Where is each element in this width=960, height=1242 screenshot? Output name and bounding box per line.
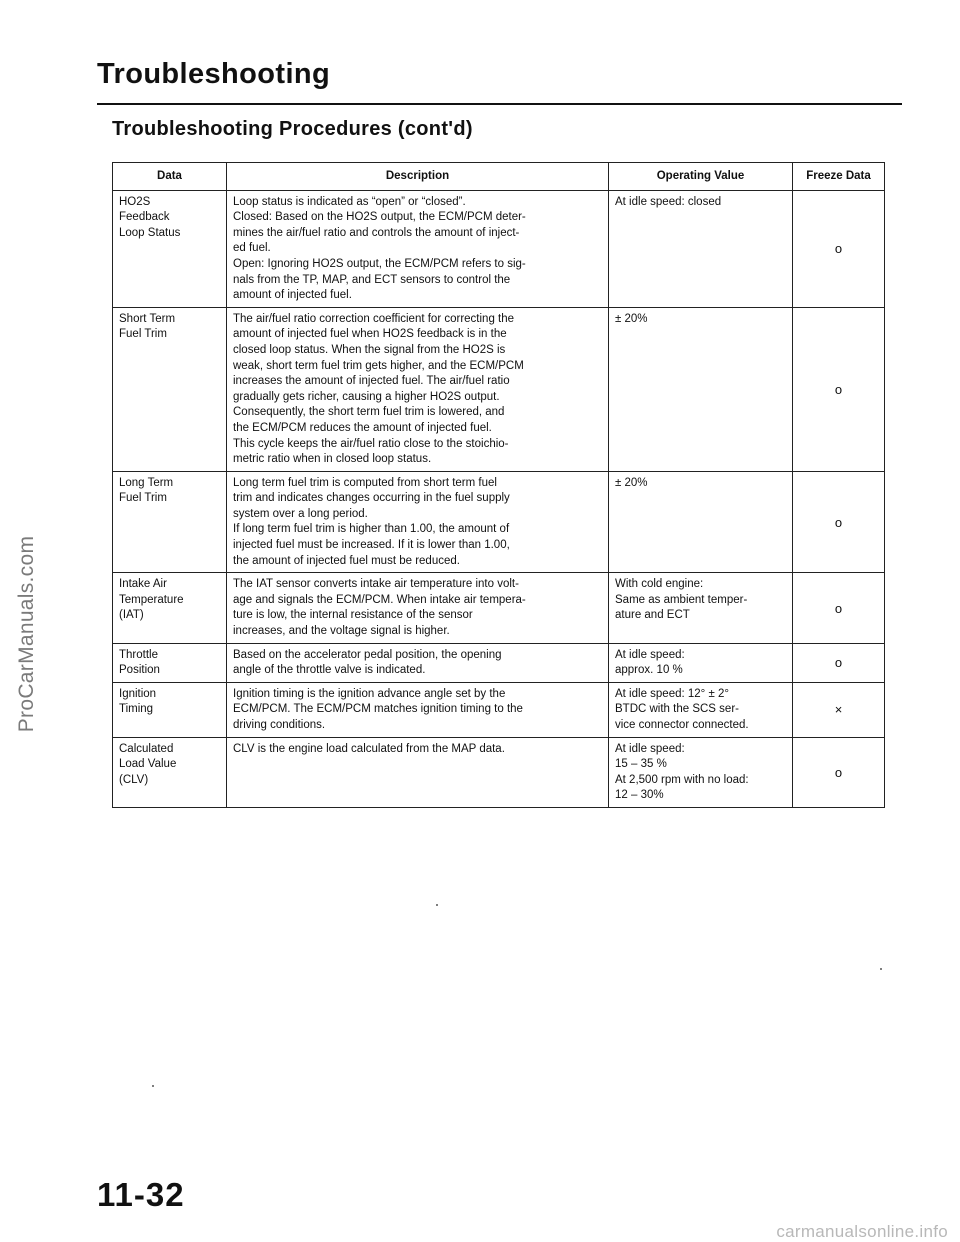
cell-operating-value <box>609 307 793 471</box>
data-line: Intake Air <box>119 578 167 591</box>
cell-data <box>113 737 227 807</box>
section-title: Troubleshooting Procedures (cont'd) <box>112 118 473 140</box>
description-line: If long term fuel trim is higher than 1.00, the amount of <box>233 523 510 536</box>
data-line: Long Term <box>119 476 174 489</box>
table-row <box>113 573 885 643</box>
cell-data <box>113 307 227 471</box>
cell-freeze-data: o <box>793 307 885 471</box>
cell-operating-value <box>609 190 793 307</box>
table-row <box>113 737 885 807</box>
description-line: gradually gets richer, causing a higher HO2S output. <box>233 390 500 403</box>
data-line: Load Value <box>119 758 177 771</box>
data-line: HO2S <box>119 195 151 208</box>
table-row <box>113 190 885 307</box>
description-line: the ECM/PCM reduces the amount of injected fuel. <box>233 421 492 434</box>
description-line: increases the amount of injected fuel. The air/fuel ratio <box>233 375 510 388</box>
scan-speck <box>880 968 882 970</box>
description-line: Closed: Based on the HO2S output, the ECM/PCM deter- <box>233 211 526 224</box>
table-row <box>113 643 885 682</box>
cell-operating-value <box>609 737 793 807</box>
data-line: Throttle <box>119 648 158 661</box>
description-line: Open: Ignoring HO2S output, the ECM/PCM refers to sig- <box>233 257 526 270</box>
column-header-freeze-data: Freeze Data <box>793 163 885 191</box>
data-line: (IAT) <box>119 609 144 622</box>
description-line: ed fuel. <box>233 242 271 255</box>
operating-value-line: vice connector connected. <box>615 719 749 731</box>
cell-description <box>227 471 609 573</box>
side-watermark: ProCarManuals.com <box>15 535 38 733</box>
page-title: Troubleshooting <box>97 58 331 90</box>
description-line: metric ratio when in closed loop status. <box>233 453 432 466</box>
cell-description <box>227 643 609 682</box>
data-line: Loop Status <box>119 226 181 239</box>
cell-operating-value <box>609 643 793 682</box>
scan-speck <box>436 904 438 906</box>
page-number: 11-32 <box>97 1176 185 1213</box>
description-line: the amount of injected fuel must be reduced. <box>233 554 460 567</box>
description-line: ECM/PCM. The ECM/PCM matches ignition timing to the <box>233 703 523 716</box>
description-line: angle of the throttle valve is indicated. <box>233 664 426 677</box>
operating-value-line: With cold engine: <box>615 578 704 591</box>
column-header-description: Description <box>227 163 609 191</box>
cell-operating-value <box>609 682 793 737</box>
cell-description <box>227 737 609 807</box>
operating-value-line: At 2,500 rpm with no load: <box>615 773 749 786</box>
operating-value-line: 12 – 30% <box>615 789 664 802</box>
description-line: CLV is the engine load calculated from the MAP data. <box>233 742 505 755</box>
description-line: trim and indicates changes occurring in the fuel supply <box>233 492 510 505</box>
cell-data <box>113 471 227 573</box>
data-table <box>112 162 885 808</box>
operating-value-line: ature and ECT <box>615 609 690 622</box>
description-line: nals from the TP, MAP, and ECT sensors to control the <box>233 273 511 286</box>
table-row <box>113 471 885 573</box>
description-line: The air/fuel ratio correction coefficient for correcting the <box>233 312 515 325</box>
description-line: age and signals the ECM/PCM. When intake air tempera- <box>233 593 526 606</box>
cell-data <box>113 643 227 682</box>
description-line: increases, and the voltage signal is higher. <box>233 625 450 638</box>
operating-value-line: At idle speed: <box>615 742 685 755</box>
description-line: Based on the accelerator pedal position, the opening <box>233 648 502 661</box>
data-line: Position <box>119 664 160 677</box>
description-line: mines the air/fuel ratio and controls the amount of inject- <box>233 226 520 239</box>
description-line: closed loop status. When the signal from the HO2S is <box>233 343 506 356</box>
cell-data <box>113 190 227 307</box>
cell-description <box>227 573 609 643</box>
table-header-row <box>113 163 885 191</box>
cell-freeze-data: o <box>793 737 885 807</box>
operating-value-line: At idle speed: closed <box>615 195 722 208</box>
table-body <box>113 190 885 807</box>
description-line: Long term fuel trim is computed from short term fuel <box>233 476 497 489</box>
data-line: Fuel Trim <box>119 328 167 341</box>
data-line: Temperature <box>119 593 184 606</box>
description-line: amount of injected fuel. <box>233 289 352 302</box>
operating-value-line: At idle speed: <box>615 648 685 661</box>
description-line: Ignition timing is the ignition advance angle set by the <box>233 687 506 700</box>
description-line: driving conditions. <box>233 719 326 731</box>
description-line: weak, short term fuel trim gets higher, and the ECM/PCM <box>233 359 524 372</box>
description-line: injected fuel must be increased. If it is lower than 1.00, <box>233 539 510 552</box>
footer-watermark: carmanualsonline.info <box>776 1222 948 1241</box>
cell-data <box>113 682 227 737</box>
description-line: amount of injected fuel when HO2S feedback is in the <box>233 328 507 341</box>
cell-freeze-data: o <box>793 190 885 307</box>
table-row <box>113 682 885 737</box>
description-line: This cycle keeps the air/fuel ratio close to the stoichio- <box>233 437 509 450</box>
title-divider <box>97 103 902 105</box>
operating-value-line: At idle speed: 12° ± 2° <box>615 687 729 700</box>
operating-value-line: approx. 10 % <box>615 664 683 677</box>
data-line: Fuel Trim <box>119 492 167 505</box>
data-line: (CLV) <box>119 773 149 786</box>
operating-value-line: 15 – 35 % <box>615 758 667 771</box>
cell-description <box>227 307 609 471</box>
data-line: Timing <box>119 703 154 716</box>
column-header-operating-value: Operating Value <box>609 163 793 191</box>
data-line: Calculated <box>119 742 174 755</box>
column-header-data: Data <box>113 163 227 191</box>
cell-freeze-data: o <box>793 643 885 682</box>
cell-description <box>227 682 609 737</box>
operating-value-line: ± 20% <box>615 312 648 325</box>
cell-data <box>113 573 227 643</box>
cell-freeze-data: o <box>793 471 885 573</box>
cell-operating-value <box>609 471 793 573</box>
cell-freeze-data: × <box>793 682 885 737</box>
operating-value-line: BTDC with the SCS ser- <box>615 703 739 716</box>
cell-description <box>227 190 609 307</box>
description-line: Loop status is indicated as “open” or “closed”. <box>233 195 466 208</box>
operating-value-line: ± 20% <box>615 476 648 489</box>
description-line: ture is low, the internal resistance of the sensor <box>233 609 473 622</box>
data-line: Short Term <box>119 312 176 325</box>
description-line: The IAT sensor converts intake air temperature into volt- <box>233 578 519 591</box>
table-row <box>113 307 885 471</box>
data-line: Feedback <box>119 211 170 224</box>
cell-operating-value <box>609 573 793 643</box>
scan-speck <box>152 1085 154 1087</box>
data-line: Ignition <box>119 687 157 700</box>
operating-value-line: Same as ambient temper- <box>615 593 748 606</box>
description-line: system over a long period. <box>233 507 368 520</box>
description-line: Consequently, the short term fuel trim is lowered, and <box>233 406 505 419</box>
cell-freeze-data: o <box>793 573 885 643</box>
